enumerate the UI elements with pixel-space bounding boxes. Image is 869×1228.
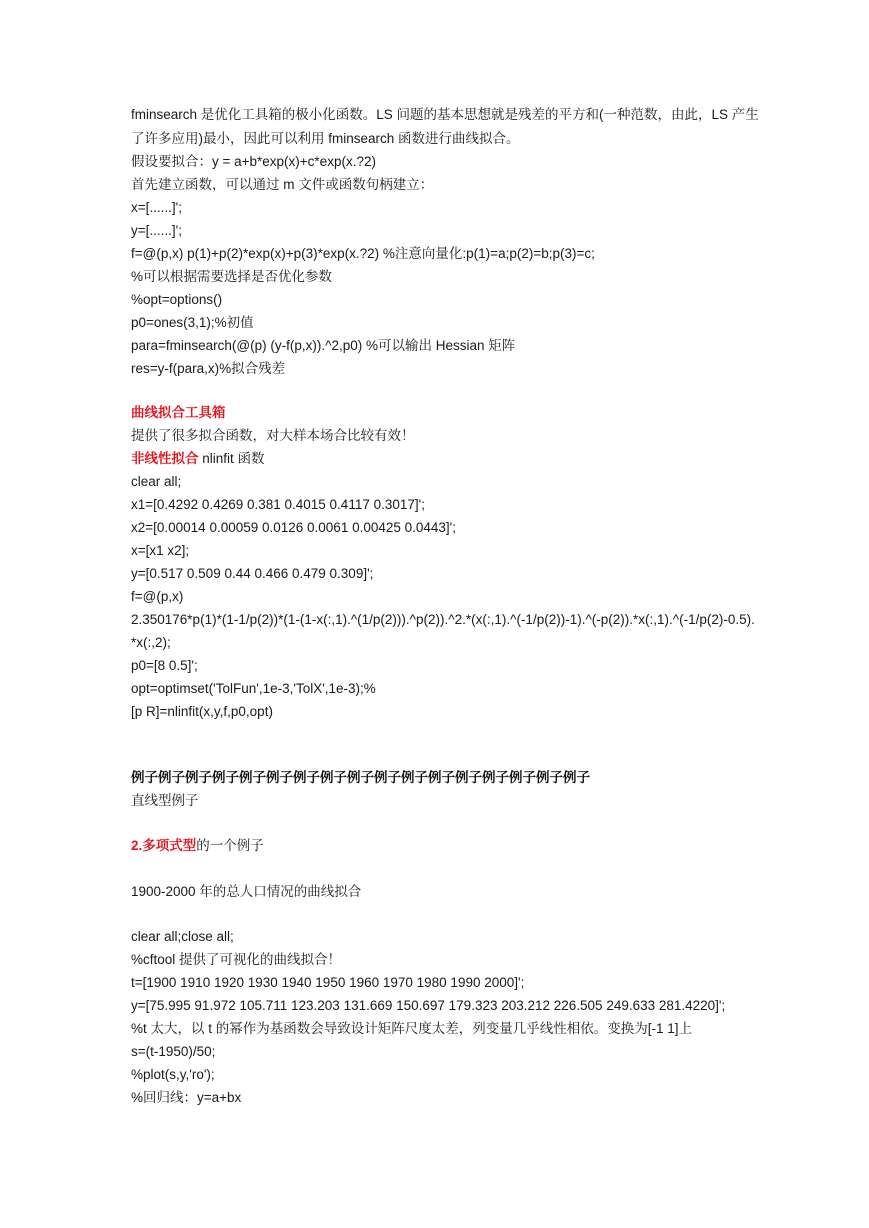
code-line: p0=ones(3,1);%初值 (131, 315, 254, 330)
code-line: p0=[8 0.5]'; (131, 658, 198, 673)
subheading-line (131, 838, 264, 854)
code-line: opt=optimset('TolFun',1e-3,'TolX',1e-3);% (131, 681, 376, 696)
code-line: %cftool 提供了可视化的曲线拟合！ (131, 952, 342, 967)
code-line: %可以根据需要选择是否优化参数 (131, 269, 333, 284)
code-line: t=[1900 1910 1920 1930 1940 1950 1960 1970 1980 1990 2000]'; (131, 975, 525, 990)
section-heading-examples: 例子例子例子例子例子例子例子例子例子例子例子例子例子例子例子例子例子 (131, 770, 590, 785)
code-line: 2.350176*p(1)*(1-1/p(2))*(1-(1-x(:,1).^(1/p(2))).^p(2)).^2.*(x(:,1).^(-1/p(2))-1).^(-p(2)).*x(:,1).^(-1/p(2)-0.5). (131, 612, 755, 627)
text-line: 了许多应用)最小，因此可以利用 fminsearch 函数进行曲线拟合。 (131, 131, 520, 146)
section-heading-curve-fitting-toolbox: 曲线拟合工具箱 (131, 405, 226, 420)
code-line: x=[x1 x2]; (131, 543, 190, 558)
text-line: 提供了很多拟合函数，对大样本场合比较有效！ (131, 428, 415, 443)
code-line: para=fminsearch(@(p) (y-f(p,x)).^2,p0) %可以输出 Hessian 矩阵 (131, 338, 516, 353)
text-line: 假设要拟合：y = a+b*exp(x)+c*exp(x.?2) (131, 154, 376, 169)
text-line: fminsearch 是优化工具箱的极小化函数。LS 问题的基本思想就是残差的平方和(一种范数，由此，LS 产生 (131, 107, 759, 122)
code-line: y=[0.517 0.509 0.44 0.466 0.479 0.309]'; (131, 566, 374, 581)
subheading-line (131, 451, 265, 467)
code-line: f=@(p,x) (131, 589, 184, 604)
code-line: %opt=options() (131, 292, 223, 307)
code-line: %plot(s,y,'ro'); (131, 1067, 215, 1082)
text-line: 首先建立函数，可以通过 m 文件或函数句柄建立： (131, 177, 434, 192)
code-line: y=[......]'; (131, 223, 182, 238)
code-line: clear all;close all; (131, 929, 234, 944)
code-line: f=@(p,x) p(1)+p(2)*exp(x)+p(3)*exp(x.?2) %注意向量化:p(1)=a;p(2)=b;p(3)=c; (131, 246, 595, 261)
code-line: x=[......]'; (131, 200, 182, 215)
code-line: %回归线：y=a+bx (131, 1090, 242, 1105)
code-line: s=(t-1950)/50; (131, 1044, 216, 1059)
section-heading-nonlinear-fit: 非线性拟合 (131, 451, 199, 466)
code-line: x2=[0.00014 0.00059 0.0126 0.0061 0.00425 0.0443]'; (131, 520, 456, 535)
text-fragment: 的一个例子 (196, 838, 264, 853)
code-line: x1=[0.4292 0.4269 0.381 0.4015 0.4117 0.3017]'; (131, 497, 425, 512)
code-line: res=y-f(para,x)%拟合残差 (131, 361, 286, 376)
code-line: [p R]=nlinfit(x,y,f,p0,opt) (131, 704, 273, 719)
section-heading-polynomial: 2.多项式型 (131, 838, 197, 853)
code-line: %t 太大，以 t 的幂作为基函数会导致设计矩阵尺度太差，列变量几乎线性相依。变换为[-1 1]上 (131, 1021, 693, 1036)
code-line: clear all; (131, 474, 182, 489)
code-line: y=[75.995 91.972 105.711 123.203 131.669 150.697 179.323 203.212 226.505 249.633 281.4220]'; (131, 998, 726, 1013)
text-line: 1900-2000 年的总人口情况的曲线拟合 (131, 884, 362, 899)
text-line: 直线型例子 (131, 793, 199, 808)
text-fragment: nlinfit 函数 (198, 451, 265, 466)
code-line: *x(:,2); (131, 635, 171, 650)
